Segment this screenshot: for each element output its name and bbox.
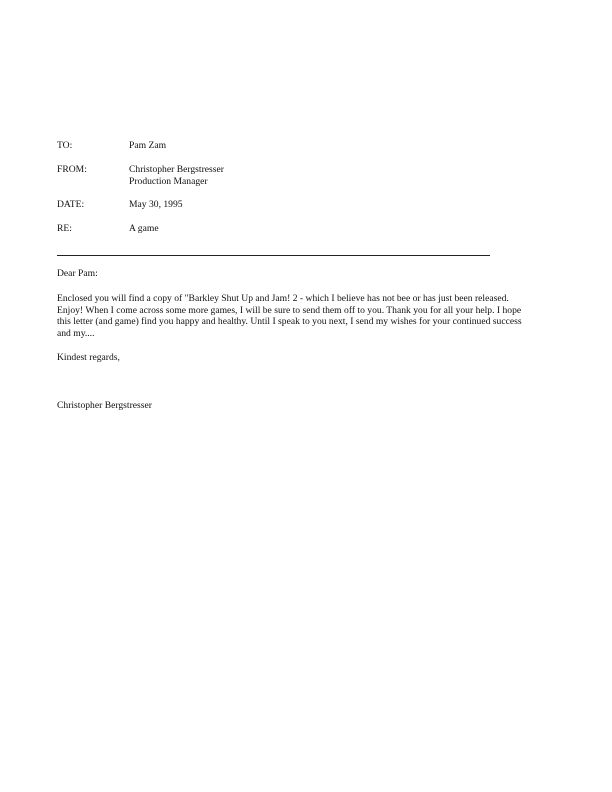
body-line: Enclosed you will find a copy of "Barkley Shut Up and Jam! 2 - which I believe has not bee or has just been released. [57, 293, 509, 304]
signature: Christopher Bergstresser [57, 400, 152, 411]
body-line: this letter (and game) find you happy and healthy. Until I speak to you next, I send my wishes for your continued success [57, 316, 522, 328]
body-line: and my.... [57, 327, 95, 339]
salutation: Dear Pam: [57, 268, 98, 279]
from-label: FROM: [57, 164, 87, 175]
re-value: A game [129, 223, 159, 234]
to-label: TO: [57, 140, 73, 151]
to-value: Pam Zam [129, 140, 167, 151]
date-value: May 30, 1995 [129, 199, 183, 210]
letter-body [57, 293, 553, 339]
closing: Kindest regards, [57, 352, 120, 363]
header-divider [57, 255, 490, 256]
body-line: Enjoy! When I come across some more games, I will be sure to send them off to you. Thank you for all your help. I hope [57, 304, 522, 316]
from-name: Christopher Bergstresser [129, 164, 224, 175]
re-label: RE: [57, 223, 72, 234]
from-value [129, 164, 224, 187]
date-label: DATE: [57, 199, 85, 210]
from-title: Production Manager [129, 175, 208, 187]
